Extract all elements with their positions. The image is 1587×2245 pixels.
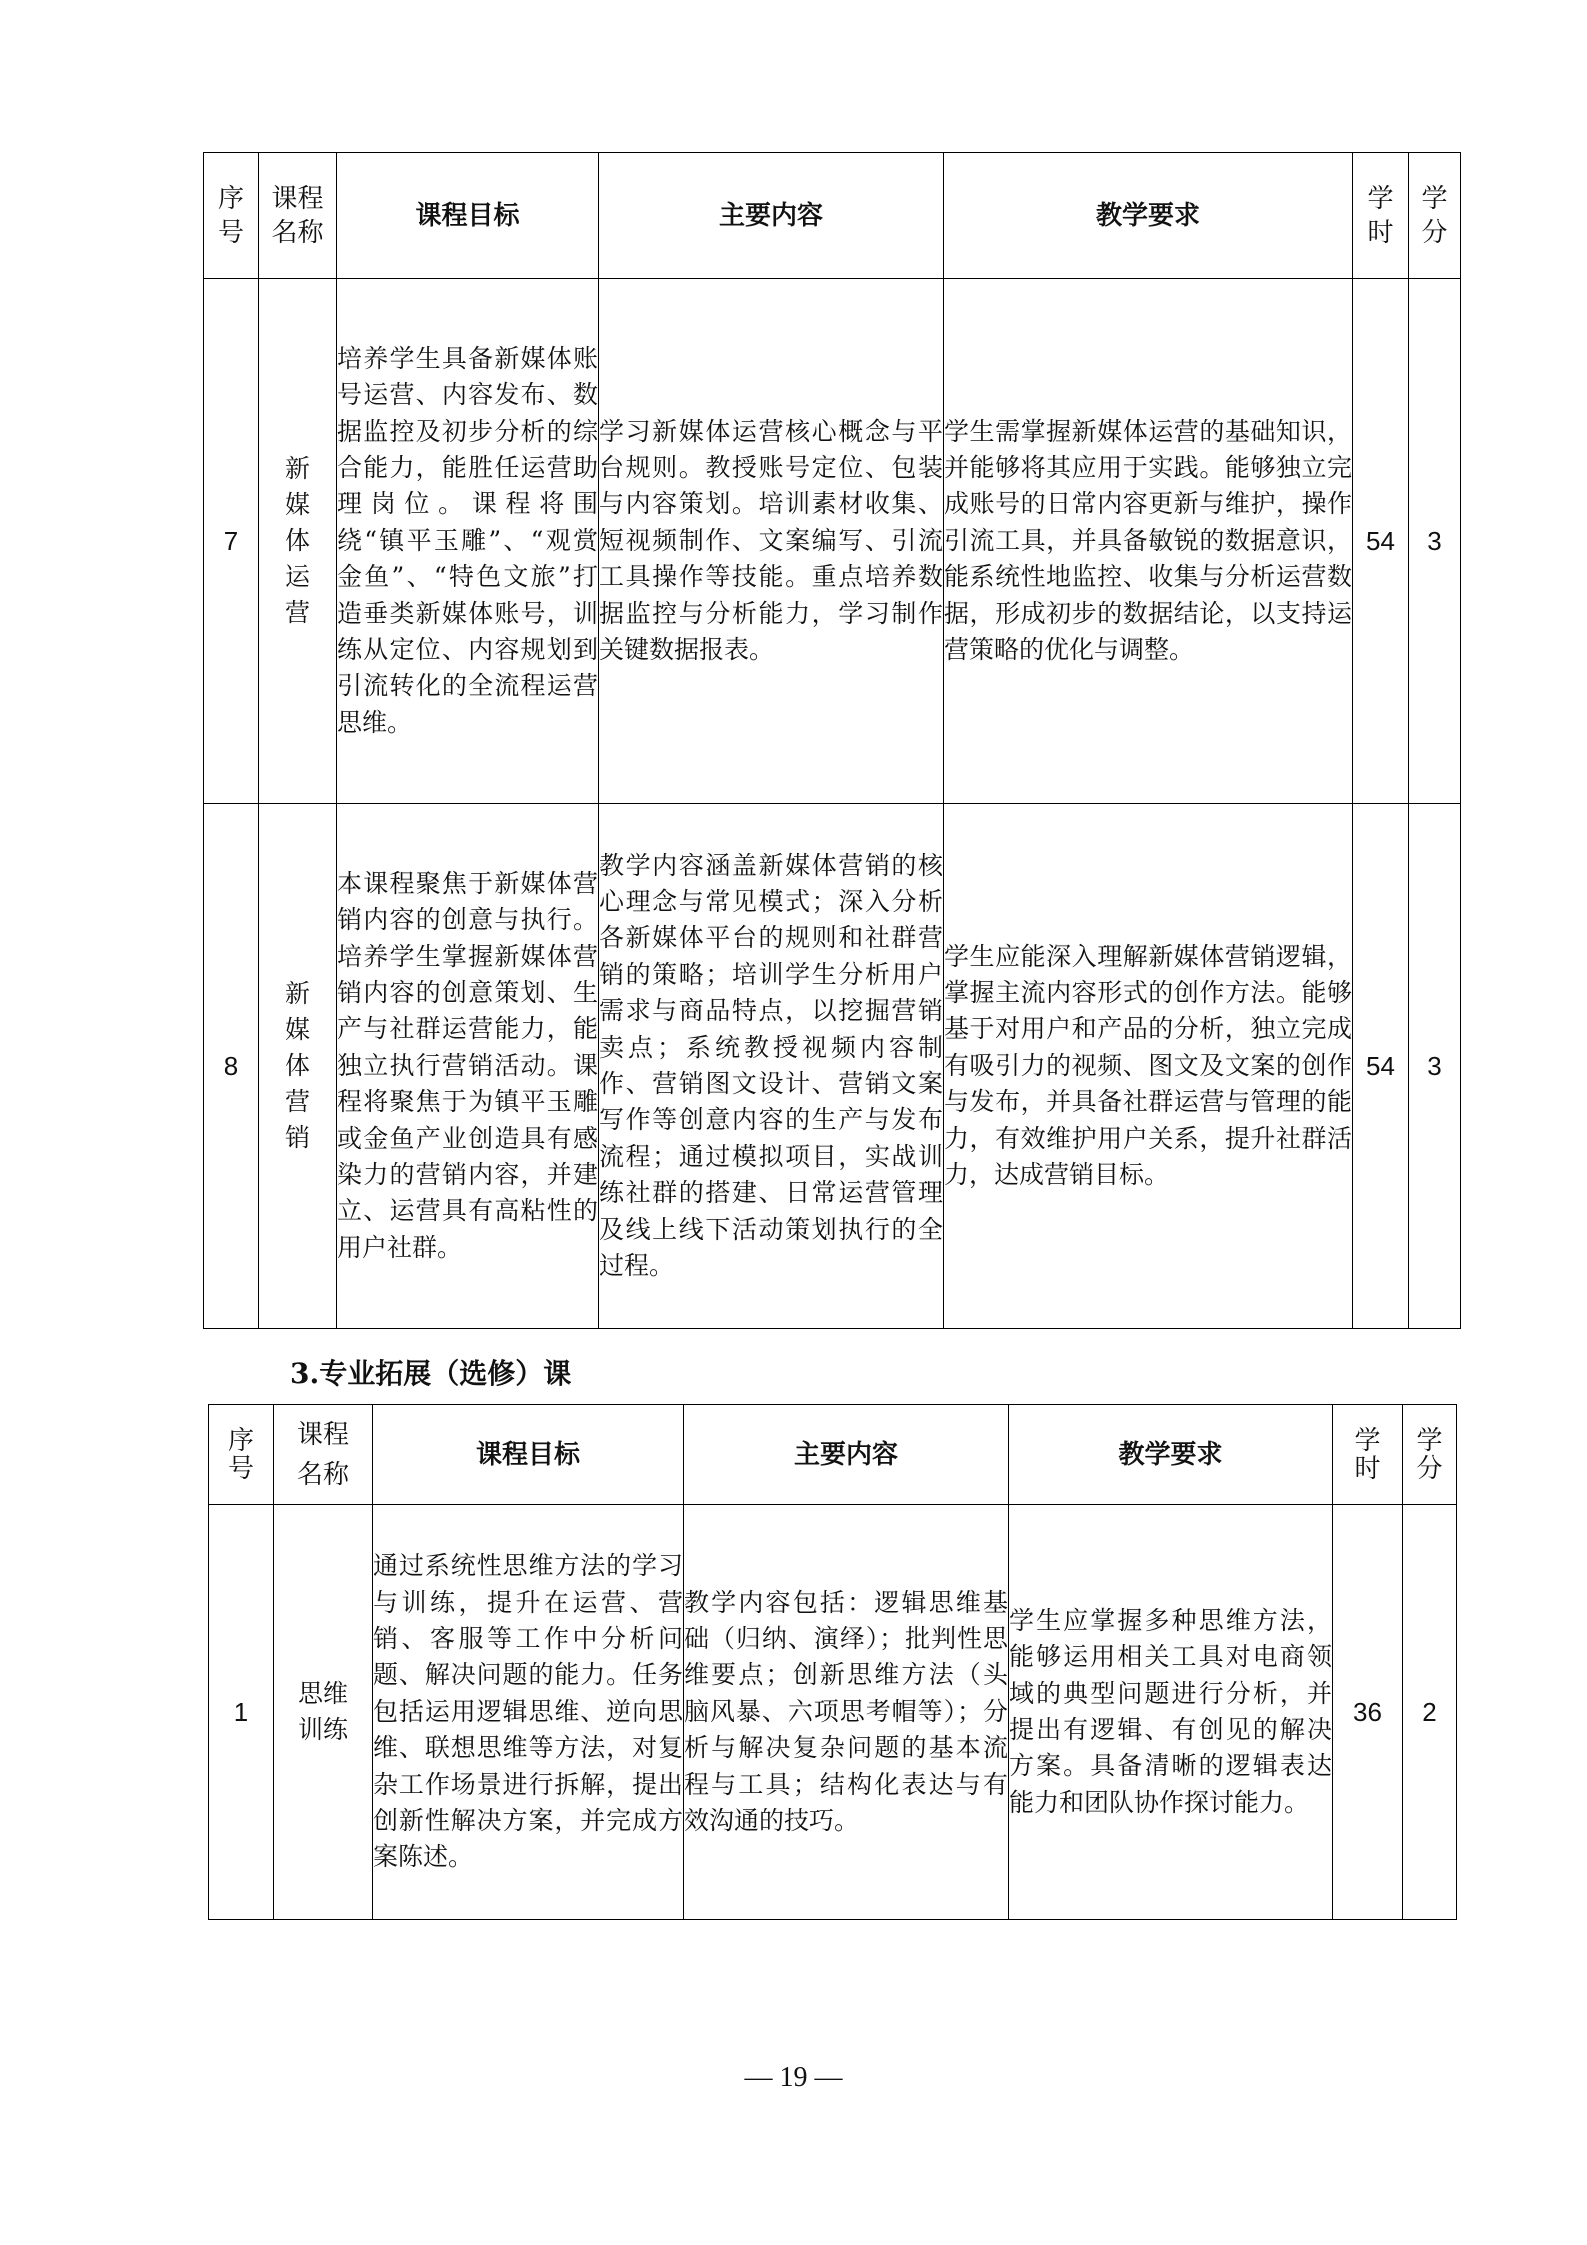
course-table-elective [208, 1404, 1457, 1920]
header-course-goal: 课程目标 [373, 1405, 684, 1505]
header-main-content: 主要内容 [599, 153, 944, 279]
table-header-row [204, 153, 1461, 279]
row-index: 8 [204, 804, 259, 1329]
section-heading: 3.专业拓展（选修）课 [290, 1357, 572, 1390]
header-course-name: 课程名称 [274, 1405, 373, 1505]
table-row [204, 279, 1461, 804]
row-credits: 2 [1403, 1505, 1457, 1920]
header-credits: 学分 [1403, 1405, 1457, 1505]
row-main-content: 学习新媒体运营核心概念与平台规则。教授账号定位、包装与内容策划。培训素材收集、短视频制作、文案编写、引流工具操作等技能。重点培养数据监控与分析能力，学习制作关键数据报表。 [599, 279, 944, 804]
row-course-goal: 培养学生具备新媒体账号运营、内容发布、数据监控及初步分析的综合能力，能胜任运营助理岗位。课程将围绕“镇平玉雕”、“观赏金鱼”、“特色文旅”打造垂类新媒体账号，训练从定位、内容规划到引流转化的全流程运营思维。 [337, 279, 599, 804]
header-teaching-requirement: 教学要求 [944, 153, 1353, 279]
row-main-content: 教学内容包括：逻辑思维基础（归纳、演绎）；批判性思维要点；创新思维方法（头脑风暴、六项思考帽等）；分析与解决复杂问题的基本流程与工具；结构化表达与有效沟通的技巧。 [684, 1505, 1009, 1920]
row-credits: 3 [1409, 804, 1461, 1329]
row-course-name: 新媒体营销 [259, 804, 337, 1329]
header-credits: 学分 [1409, 153, 1461, 279]
header-hours: 学时 [1353, 153, 1409, 279]
row-hours: 54 [1353, 279, 1409, 804]
row-teaching-requirement: 学生应能深入理解新媒体营销逻辑，掌握主流内容形式的创作方法。能够基于对用户和产品的分析，独立完成有吸引力的视频、图文及文案的创作与发布，并具备社群运营与管理的能力，有效维护用户关系，提升社群活力，达成营销目标。 [944, 804, 1353, 1329]
row-course-goal: 本课程聚焦于新媒体营销内容的创意与执行。培养学生掌握新媒体营销内容的创意策划、生产与社群运营能力，能独立执行营销活动。课程将聚焦于为镇平玉雕或金鱼产业创造具有感染力的营销内容，并建立、运营具有高粘性的用户社群。 [337, 804, 599, 1329]
row-index: 7 [204, 279, 259, 804]
row-index: 1 [209, 1505, 274, 1920]
row-hours: 54 [1353, 804, 1409, 1329]
table-header-row [209, 1405, 1457, 1505]
table-row [204, 804, 1461, 1329]
page-number: — 19 — [744, 2062, 843, 2093]
row-course-name: 新媒体运营 [259, 279, 337, 804]
header-index: 序号 [209, 1405, 274, 1505]
row-teaching-requirement: 学生应掌握多种思维方法，能够运用相关工具对电商领域的典型问题进行分析，并提出有逻辑、有创见的解决方案。具备清晰的逻辑表达能力和团队协作探讨能力。 [1009, 1505, 1333, 1920]
header-hours: 学时 [1333, 1405, 1403, 1505]
header-teaching-requirement: 教学要求 [1009, 1405, 1333, 1505]
header-course-name: 课程名称 [259, 153, 337, 279]
row-teaching-requirement: 学生需掌握新媒体运营的基础知识，并能够将其应用于实践。能够独立完成账号的日常内容更新与维护，操作引流工具，并具备敏锐的数据意识，能系统性地监控、收集与分析运营数据，形成初步的数据结论，以支持运营策略的优化与调整。 [944, 279, 1353, 804]
row-course-name: 思维训练 [274, 1505, 373, 1920]
header-index: 序号 [204, 153, 259, 279]
header-course-goal: 课程目标 [337, 153, 599, 279]
row-hours: 36 [1333, 1505, 1403, 1920]
course-table-core [203, 152, 1461, 1329]
row-course-goal: 通过系统性思维方法的学习与训练，提升在运营、营销、客服等工作中分析问题、解决问题的能力。任务包括运用逻辑思维、逆向思维、联想思维等方法，对复杂工作场景进行拆解，提出创新性解决方案，并完成方案陈述。 [373, 1505, 684, 1920]
row-credits: 3 [1409, 279, 1461, 804]
row-main-content: 教学内容涵盖新媒体营销的核心理念与常见模式；深入分析各新媒体平台的规则和社群营销的策略；培训学生分析用户需求与商品特点，以挖掘营销卖点；系统教授视频内容制作、营销图文设计、营销文案写作等创意内容的生产与发布流程；通过模拟项目，实战训练社群的搭建、日常运营管理及线上线下活动策划执行的全过程。 [599, 804, 944, 1329]
table-row [209, 1505, 1457, 1920]
header-main-content: 主要内容 [684, 1405, 1009, 1505]
